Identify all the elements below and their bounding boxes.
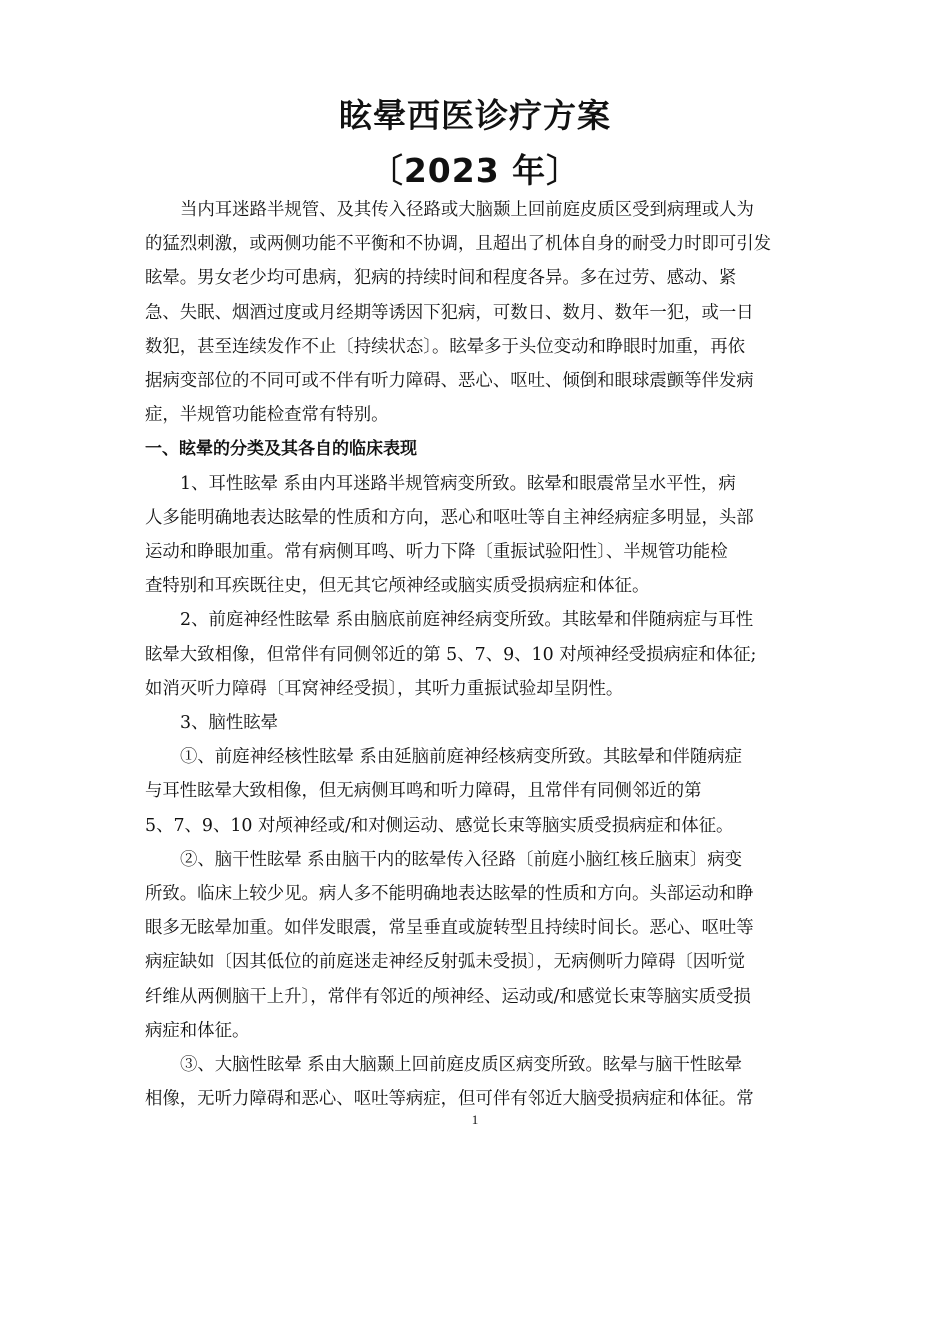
text-line: 相像，无听力障碍和恶心、呕吐等病症，但可伴有邻近大脑受损病症和体征。常 [145, 1089, 754, 1110]
sub-item-3-paragraph [145, 1048, 813, 1116]
text-line: 3、脑性眩晕 [180, 713, 279, 734]
text-line: 症，半规管功能检查常有特别。 [145, 405, 389, 426]
text-line: 运动和睁眼加重。常有病侧耳鸣、听力下降〔重振试验阳性〕、半规管功能检 [145, 542, 728, 563]
item-3-heading [145, 706, 813, 740]
text-line: 病症缺如〔因其低位的前庭迷走神经反射弧未受损〕，无病侧听力障碍〔因听觉 [145, 952, 745, 973]
document-subtitle: 〔2023 年〕 [369, 151, 581, 190]
text-line: 眩晕大致相像，但常伴有同侧邻近的第 5、7、9、10 对颅神经受损病症和体征; [145, 644, 757, 665]
text-line: 眼多无眩晕加重。如伴发眼震，常呈垂直或旋转型且持续时间长。恶心、呕吐等 [145, 918, 754, 939]
text-line: 与耳性眩晕大致相像，但无病侧耳鸣和听力障碍，且常伴有同侧邻近的第 [145, 781, 702, 802]
text-line: 当内耳迷路半规管、及其传入径路或大脑颞上回前庭皮质区受到病理或人为 [180, 200, 754, 220]
text-line: 眩晕。男女老少均可患病，犯病的持续时间和程度各异。多在过劳、感动、紧 [145, 268, 737, 289]
text-line: 人多能明确地表达眩晕的性质和方向，恶心和呕吐等自主神经病症多明显，头部 [145, 507, 754, 528]
text-line: 2、前庭神经性眩晕 系由脑底前庭神经病变所致。其眩晕和伴随病症与耳性 [180, 610, 754, 631]
text-line: 如消灭听力障碍〔耳窝神经受损〕，其听力重振试验却呈阴性。 [145, 678, 624, 699]
page-number: 1 [471, 1112, 479, 1127]
text-line: ①、前庭神经核性眩晕 系由延脑前庭神经核病变所致。其眩晕和伴随病症 [180, 747, 743, 768]
document-body [145, 193, 813, 1116]
text-line: 1、耳性眩晕 系由内耳迷路半规管病变所致。眩晕和眼震常呈水平性，病 [180, 473, 736, 494]
section-heading: 一、眩晕的分类及其各自的临床表现 [145, 439, 417, 460]
item-2-paragraph [145, 603, 813, 706]
sub-item-1-paragraph [145, 740, 813, 843]
text-line: 数犯，甚至连续发作不止〔持续状态〕。眩晕多于头位变动和睁眼时加重，再依 [145, 336, 745, 357]
text-line: ②、脑干性眩晕 系由脑干内的眩晕传入径路〔前庭小脑红核丘脑束〕病变 [180, 849, 743, 870]
text-line: 查特别和耳疾既往史，但无其它颅神经或脑实质受损病症和体征。 [145, 576, 650, 597]
text-line: 所致。临床上较少见。病人多不能明确地表达眩晕的性质和方向。头部运动和睁 [145, 884, 754, 905]
text-line: 病症和体征。 [145, 1020, 250, 1041]
text-line: 急、失眠、烟酒过度或月经期等诱因下犯病，可数日、数月、数年一犯，或一日 [145, 302, 754, 323]
text-line: 5、7、9、10 对颅神经或/和对侧运动、感觉长束等脑实质受损病症和体征。 [145, 815, 734, 836]
intro-paragraph [145, 193, 813, 432]
text-line: ③、大脑性眩晕 系由大脑颞上回前庭皮质区病变所致。眩晕与脑干性眩晕 [180, 1055, 743, 1076]
text-line: 的猛烈刺激，或两侧功能不平衡和不协调，且超出了机体自身的耐受力时即可引发 [145, 234, 772, 255]
document-title: 眩晕西医诊疗方案 [339, 96, 611, 135]
item-1-paragraph [145, 467, 813, 604]
sub-item-2-paragraph [145, 843, 813, 1048]
text-line: 纤维从两侧脑干上升〕，常伴有邻近的颅神经、运动或/和感觉长束等脑实质受损 [145, 986, 751, 1007]
text-line: 据病变部位的不同可或不伴有听力障碍、恶心、呕吐、倾倒和眼球震颤等伴发病 [145, 371, 754, 392]
